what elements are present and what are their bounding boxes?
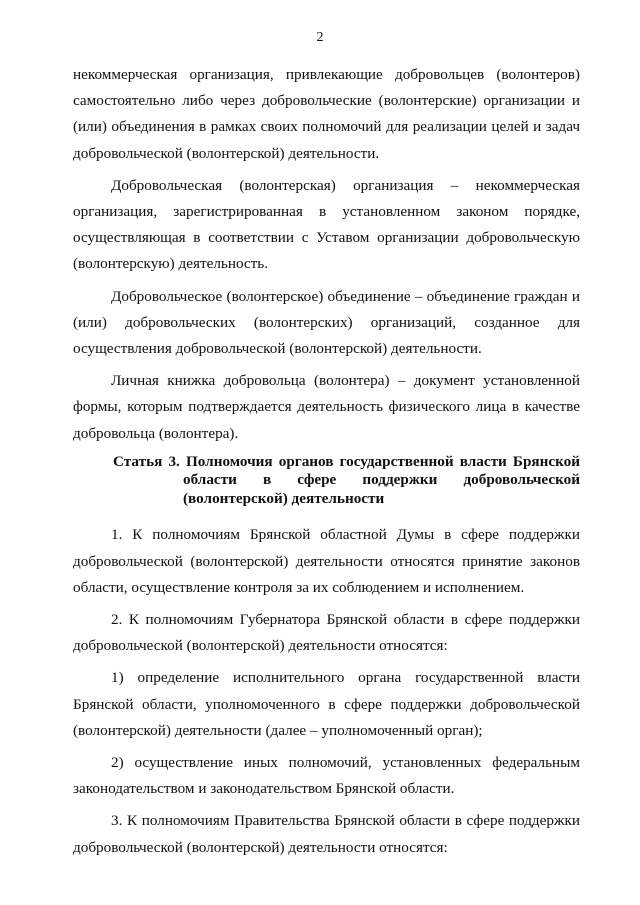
article-paragraph-2: 2. К полномочиям Губернатора Брянской области в сфере поддержки добровольческой (волонтерской) деятельности относятся:	[73, 610, 580, 655]
article-heading: Статья 3. Полномочия органов государственной власти Брянской области в сфере поддержки добровольческой (волонтерской) деятельности	[113, 452, 580, 507]
article-paragraph-3: 3. К полномочиям Правительства Брянской области в сфере поддержки добровольческой (волонтерской) деятельности относятся:	[73, 812, 580, 856]
document-body	[73, 62, 580, 867]
paragraph-volunteer-book: Личная книжка добровольца (волонтера) – документ установленной формы, которым подтверждается деятельность физического лица в качестве добровольца (волонтера).	[73, 372, 580, 442]
article-subitem-1: 1) определение исполнительного органа государственной власти Брянской области, уполномоченного в сфере поддержки добровольческой (волонтерской) деятельности (далее – уполномоченный орган);	[73, 669, 580, 739]
paragraph-volunteer-organization: Добровольческая (волонтерская) организация – некоммерческая организация, зарегистрированная в установленном законом порядке, осуществляющая в соответствии с Уставом организации добровольческую (волонтерскую) деятельность.	[73, 176, 580, 273]
page-number: 2	[316, 30, 324, 45]
paragraph-volunteer-association: Добровольческое (волонтерское) объединение – объединение граждан и (или) добровольческих (волонтерских) организаций, созданное для осуществления добровольческой (волонтерской) деятельности.	[73, 287, 580, 358]
article-paragraph-1: 1. К полномочиям Брянской областной Думы в сфере поддержки добровольческой (волонтерской) деятельности относятся принятие законов области, осуществление контроля за их соблюдением и исполнением.	[73, 526, 580, 596]
article-subitem-2: 2) осуществление иных полномочий, установленных федеральным законодательством и законодательством Брянской области.	[73, 753, 580, 798]
paragraph-continuation: некоммерческая организация, привлекающие добровольцев (волонтеров) самостоятельно либо через добровольческие (волонтерские) организации и (или) объединения в рамках своих полномочий для реализации целей и задач добровольческой (волонтерской) деятельности.	[73, 66, 580, 162]
